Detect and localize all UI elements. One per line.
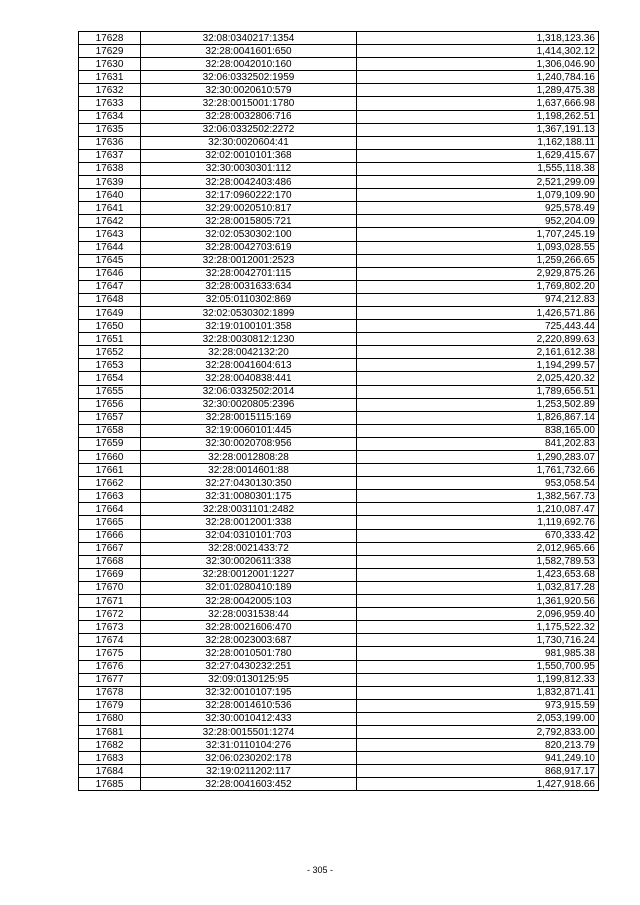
cadastral-number: 32:28:0031633:634: [141, 280, 357, 293]
cadastral-value: 1,789,656.51: [357, 385, 599, 398]
cadastral-value: 1,199,812.33: [357, 673, 599, 686]
cadastral-number: 32:28:0014610:536: [141, 699, 357, 712]
cadastral-number: 32:02:0530302:1899: [141, 306, 357, 319]
cadastral-value: 670,333.42: [357, 529, 599, 542]
row-number: 17641: [79, 202, 141, 215]
row-number: 17640: [79, 189, 141, 202]
row-number: 17678: [79, 686, 141, 699]
table-row: [79, 110, 599, 123]
table-row: [79, 149, 599, 162]
table-row: [79, 595, 599, 608]
cadastral-value: 1,289,475.38: [357, 84, 599, 97]
page-number: - 305 -: [306, 865, 333, 875]
table-row: [79, 660, 599, 673]
cadastral-number: 32:28:0042010:160: [141, 58, 357, 71]
table-body: [79, 32, 599, 791]
cadastral-number: 32:29:0020510:817: [141, 202, 357, 215]
row-number: 17661: [79, 464, 141, 477]
row-number: 17648: [79, 293, 141, 306]
cadastral-value: 1,414,302.12: [357, 45, 599, 58]
cadastral-value: 1,253,502.89: [357, 398, 599, 411]
cadastral-value: 1,629,415.67: [357, 149, 599, 162]
cadastral-number: 32:02:0010101:368: [141, 149, 357, 162]
table-row: [79, 752, 599, 765]
cadastral-value: 953,058.54: [357, 477, 599, 490]
row-number: 17681: [79, 725, 141, 738]
cadastral-value: 2,161,612.38: [357, 346, 599, 359]
table-row: [79, 398, 599, 411]
cadastral-number: 32:28:0012001:338: [141, 516, 357, 529]
cadastral-value: 1,032,817.28: [357, 581, 599, 594]
row-number: 17659: [79, 437, 141, 450]
table-row: [79, 202, 599, 215]
cadastral-number: 32:28:0042005:103: [141, 595, 357, 608]
table-row: [79, 712, 599, 725]
row-number: 17656: [79, 398, 141, 411]
row-number: 17630: [79, 58, 141, 71]
row-number: 17683: [79, 752, 141, 765]
table-row: [79, 254, 599, 267]
row-number: 17680: [79, 712, 141, 725]
cadastral-number: 32:28:0041604:613: [141, 359, 357, 372]
row-number: 17652: [79, 346, 141, 359]
cadastral-value: 1,162,188.11: [357, 136, 599, 149]
cadastral-number: 32:01:0280410:189: [141, 581, 357, 594]
cadastral-number: 32:08:0340217:1354: [141, 32, 357, 45]
table-row: [79, 451, 599, 464]
cadastral-value: 1,367,191.13: [357, 123, 599, 136]
cadastral-number: 32:05:0110302:869: [141, 293, 357, 306]
cadastral-value: 1,175,522.32: [357, 621, 599, 634]
row-number: 17669: [79, 568, 141, 581]
cadastral-value: 1,769,802.20: [357, 280, 599, 293]
cadastral-number: 32:27:0430130:350: [141, 477, 357, 490]
cadastral-number: 32:28:0042701:115: [141, 267, 357, 280]
cadastral-value: 2,929,875.26: [357, 267, 599, 280]
table-row: [79, 529, 599, 542]
table-row: [79, 725, 599, 738]
row-number: 17645: [79, 254, 141, 267]
table-row: [79, 306, 599, 319]
cadastral-value: 981,985.38: [357, 647, 599, 660]
cadastral-value: 1,637,666.98: [357, 97, 599, 110]
table-row: [79, 437, 599, 450]
cadastral-number: 32:28:0014601:88: [141, 464, 357, 477]
row-number: 17685: [79, 778, 141, 791]
cadastral-number: 32:09:0130125:95: [141, 673, 357, 686]
row-number: 17653: [79, 359, 141, 372]
row-number: 17662: [79, 477, 141, 490]
table-row: [79, 424, 599, 437]
cadastral-number: 32:28:0015115:169: [141, 411, 357, 424]
table-row: [79, 699, 599, 712]
table-row: [79, 542, 599, 555]
row-number: 17644: [79, 241, 141, 254]
table-row: [79, 516, 599, 529]
row-number: 17636: [79, 136, 141, 149]
table-row: [79, 411, 599, 424]
cadastral-value: 1,707,245.19: [357, 228, 599, 241]
row-number: 17629: [79, 45, 141, 58]
cadastral-value: 841,202.83: [357, 437, 599, 450]
row-number: 17643: [79, 228, 141, 241]
cadastral-number: 32:28:0012001:1227: [141, 568, 357, 581]
cadastral-number: 32:06:0332502:2014: [141, 385, 357, 398]
cadastral-value: 952,204.09: [357, 215, 599, 228]
table-row: [79, 568, 599, 581]
row-number: 17677: [79, 673, 141, 686]
row-number: 17642: [79, 215, 141, 228]
cadastral-value: 1,093,028.55: [357, 241, 599, 254]
table-row: [79, 464, 599, 477]
row-number: 17674: [79, 634, 141, 647]
cadastral-number: 32:30:0020805:2396: [141, 398, 357, 411]
cadastral-number: 32:28:0041603:452: [141, 778, 357, 791]
row-number: 17650: [79, 320, 141, 333]
row-number: 17684: [79, 765, 141, 778]
cadastral-value: 1,290,283.07: [357, 451, 599, 464]
table-row: [79, 359, 599, 372]
row-number: 17635: [79, 123, 141, 136]
cadastral-value: 1,306,046.90: [357, 58, 599, 71]
cadastral-value: 1,832,871.41: [357, 686, 599, 699]
table-row: [79, 176, 599, 189]
cadastral-number: 32:02:0530302:100: [141, 228, 357, 241]
cadastral-value: 1,761,732.66: [357, 464, 599, 477]
table-row: [79, 621, 599, 634]
cadastral-number: 32:28:0023003:687: [141, 634, 357, 647]
cadastral-number: 32:30:0010412:433: [141, 712, 357, 725]
cadastral-number: 32:30:0020604:41: [141, 136, 357, 149]
row-number: 17668: [79, 555, 141, 568]
table-row: [79, 673, 599, 686]
table-row: [79, 333, 599, 346]
cadastral-value: 973,915.59: [357, 699, 599, 712]
cadastral-number: 32:04:0310101:703: [141, 529, 357, 542]
cadastral-number: 32:28:0031538:44: [141, 608, 357, 621]
cadastral-value: 1,382,567.73: [357, 490, 599, 503]
row-number: 17632: [79, 84, 141, 97]
cadastral-value: 2,521,299.09: [357, 176, 599, 189]
table-row: [79, 503, 599, 516]
table-row: [79, 778, 599, 791]
cadastral-value: 1,198,262.51: [357, 110, 599, 123]
table-row: [79, 765, 599, 778]
cadastral-value: 1,194,299.57: [357, 359, 599, 372]
cadastral-value: 2,220,899.63: [357, 333, 599, 346]
cadastral-value: 2,053,199.00: [357, 712, 599, 725]
table-row: [79, 293, 599, 306]
table-row: [79, 739, 599, 752]
row-number: 17673: [79, 621, 141, 634]
table-row: [79, 346, 599, 359]
row-number: 17658: [79, 424, 141, 437]
cadastral-value: 2,012,965.66: [357, 542, 599, 555]
row-number: 17638: [79, 162, 141, 175]
table-row: [79, 581, 599, 594]
table-row: [79, 686, 599, 699]
cadastral-number: 32:30:0020611:338: [141, 555, 357, 568]
cadastral-value: 974,212.83: [357, 293, 599, 306]
row-number: 17651: [79, 333, 141, 346]
cadastral-value: 1,119,692.76: [357, 516, 599, 529]
cadastral-number: 32:28:0021433:72: [141, 542, 357, 555]
cadastral-number: 32:28:0042403:486: [141, 176, 357, 189]
table-row: [79, 647, 599, 660]
table-row: [79, 97, 599, 110]
cadastral-value: 838,165.00: [357, 424, 599, 437]
cadastral-number: 32:06:0332502:1959: [141, 71, 357, 84]
row-number: 17655: [79, 385, 141, 398]
row-number: 17679: [79, 699, 141, 712]
table-row: [79, 490, 599, 503]
row-number: 17682: [79, 739, 141, 752]
cadastral-value: 725,443.44: [357, 320, 599, 333]
cadastral-value: 1,079,109.90: [357, 189, 599, 202]
cadastral-number: 32:28:0012808:28: [141, 451, 357, 464]
cadastral-value: 1,423,653.68: [357, 568, 599, 581]
table-row: [79, 385, 599, 398]
cadastral-value: 868,917.17: [357, 765, 599, 778]
cadastral-value: 1,361,920.56: [357, 595, 599, 608]
cadastral-number: 32:28:0012001:2523: [141, 254, 357, 267]
cadastral-number: 32:28:0042132:20: [141, 346, 357, 359]
cadastral-number: 32:28:0042703:619: [141, 241, 357, 254]
table-row: [79, 45, 599, 58]
table-row: [79, 123, 599, 136]
row-number: 17647: [79, 280, 141, 293]
row-number: 17663: [79, 490, 141, 503]
table-row: [79, 162, 599, 175]
cadastral-number: 32:19:0100101:358: [141, 320, 357, 333]
cadastral-number: 32:28:0031101:2482: [141, 503, 357, 516]
table-row: [79, 215, 599, 228]
row-number: 17664: [79, 503, 141, 516]
cadastral-value: 1,555,118.38: [357, 162, 599, 175]
cadastral-number: 32:31:0080301:175: [141, 490, 357, 503]
cadastral-value: 941,249.10: [357, 752, 599, 765]
cadastral-value: 1,730,716.24: [357, 634, 599, 647]
cadastral-number: 32:28:0041601:650: [141, 45, 357, 58]
table-row: [79, 241, 599, 254]
row-number: 17628: [79, 32, 141, 45]
cadastral-number: 32:28:0015501:1274: [141, 725, 357, 738]
row-number: 17672: [79, 608, 141, 621]
row-number: 17676: [79, 660, 141, 673]
row-number: 17660: [79, 451, 141, 464]
cadastral-number: 32:30:0020610:579: [141, 84, 357, 97]
table-row: [79, 372, 599, 385]
row-number: 17633: [79, 97, 141, 110]
table-row: [79, 634, 599, 647]
cadastral-value: 820,213.79: [357, 739, 599, 752]
cadastral-value: 1,582,789.53: [357, 555, 599, 568]
cadastral-number: 32:30:0020708:956: [141, 437, 357, 450]
cadastral-value: 1,826,867.14: [357, 411, 599, 424]
cadastral-number: 32:28:0040838:441: [141, 372, 357, 385]
cadastral-number: 32:17:0960222:170: [141, 189, 357, 202]
table-row: [79, 320, 599, 333]
table-row: [79, 608, 599, 621]
cadastral-number: 32:06:0332502:2272: [141, 123, 357, 136]
cadastral-number: 32:32:0010107:195: [141, 686, 357, 699]
cadastral-value: 2,025,420.32: [357, 372, 599, 385]
cadastral-value: 1,259,266.65: [357, 254, 599, 267]
row-number: 17670: [79, 581, 141, 594]
row-number: 17639: [79, 176, 141, 189]
cadastral-number: 32:30:0030301:112: [141, 162, 357, 175]
table-row: [79, 477, 599, 490]
cadastral-value: 2,792,833.00: [357, 725, 599, 738]
cadastral-value: 1,240,784.16: [357, 71, 599, 84]
cadastral-value: 1,318,123.36: [357, 32, 599, 45]
cadastral-value: 1,426,571.86: [357, 306, 599, 319]
row-number: 17665: [79, 516, 141, 529]
cadastral-number: 32:19:0060101:445: [141, 424, 357, 437]
cadastral-number: 32:28:0015805:721: [141, 215, 357, 228]
row-number: 17654: [79, 372, 141, 385]
table-row: [79, 58, 599, 71]
cadastral-number: 32:28:0015001:1780: [141, 97, 357, 110]
table-row: [79, 228, 599, 241]
table-row: [79, 136, 599, 149]
cadastral-number: 32:27:0430232:251: [141, 660, 357, 673]
cadastral-number: 32:19:0211202:117: [141, 765, 357, 778]
table-row: [79, 280, 599, 293]
row-number: 17666: [79, 529, 141, 542]
row-number: 17637: [79, 149, 141, 162]
row-number: 17646: [79, 267, 141, 280]
table-row: [79, 189, 599, 202]
table-row: [79, 84, 599, 97]
cadastral-value-table: [78, 31, 599, 791]
cadastral-number: 32:28:0030812:1230: [141, 333, 357, 346]
cadastral-number: 32:28:0010501:780: [141, 647, 357, 660]
cadastral-number: 32:06:0230202:178: [141, 752, 357, 765]
cadastral-number: 32:31:0110104:276: [141, 739, 357, 752]
table-row: [79, 555, 599, 568]
cadastral-value: 1,427,918.66: [357, 778, 599, 791]
cadastral-number: 32:28:0032806:716: [141, 110, 357, 123]
row-number: 17631: [79, 71, 141, 84]
cadastral-value: 1,210,087.47: [357, 503, 599, 516]
cadastral-value: 2,096,959.40: [357, 608, 599, 621]
row-number: 17649: [79, 306, 141, 319]
row-number: 17657: [79, 411, 141, 424]
table-row: [79, 267, 599, 280]
table-row: [79, 71, 599, 84]
cadastral-number: 32:28:0021606:470: [141, 621, 357, 634]
row-number: 17675: [79, 647, 141, 660]
table-row: [79, 32, 599, 45]
row-number: 17667: [79, 542, 141, 555]
row-number: 17634: [79, 110, 141, 123]
row-number: 17671: [79, 595, 141, 608]
cadastral-value: 1,550,700.95: [357, 660, 599, 673]
cadastral-value: 925,578.49: [357, 202, 599, 215]
